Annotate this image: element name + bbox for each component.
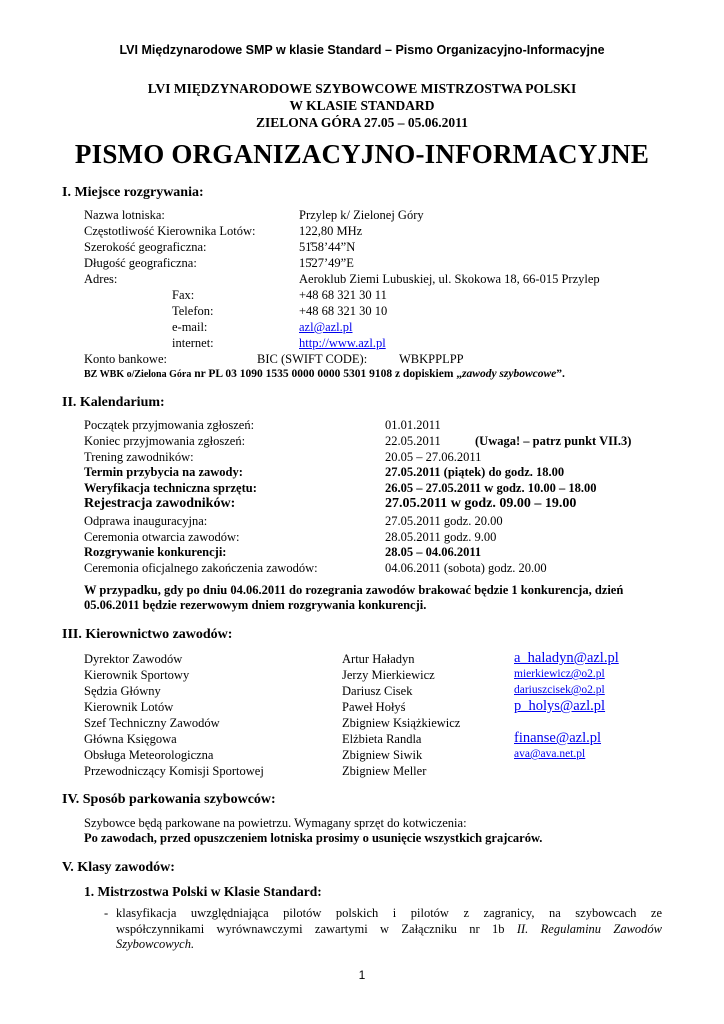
calendar-value: 26.05 – 27.05.2011 w godz. 10.00 – 18.00 <box>385 481 597 495</box>
staff-email-link[interactable]: a_haladyn@azl.pl <box>514 650 619 666</box>
staff-email-link[interactable]: ava@ava.net.pl <box>514 748 586 760</box>
bank-label: Konto bankowe: <box>84 352 167 366</box>
calendar-label: Rejestracja zawodników: <box>84 496 236 511</box>
phone-value: +48 68 321 30 10 <box>299 304 388 318</box>
calendar-value: 27.05.2011 godz. 20.00 <box>385 514 503 528</box>
main-title: PISMO ORGANIZACYJNO-INFORMACYJNE <box>74 139 650 169</box>
regulation-reference: II. Regulaminu Zawodów <box>516 922 663 936</box>
staff-name: Zbigniew Siwik <box>342 748 423 762</box>
s1-label: Szerokość geograficzna: <box>84 240 207 254</box>
calendar-value: 04.06.2011 (sobota) godz. 20.00 <box>385 561 547 575</box>
account-end: ”. <box>556 368 565 380</box>
s1-label: Nazwa lotniska: <box>84 208 165 222</box>
calendar-label: Ceremonia otwarcia zawodów: <box>84 530 240 544</box>
s1-value: 15̊27’49”E <box>299 256 354 270</box>
staff-name: Artur Haładyn <box>342 652 415 666</box>
staff-name: Paweł Hołyś <box>342 700 406 714</box>
calendar-label: Ceremonia oficjalnego zakończenia zawodów: <box>84 561 318 575</box>
parking-note: Po zawodach, przed opuszczeniem lotniska prosimy o usunięcie wszystkich grajcarów. <box>84 831 543 845</box>
calendar-value: 28.05 – 04.06.2011 <box>385 545 482 559</box>
staff-email-link[interactable]: dariuszcisek@o2.pl <box>514 684 605 696</box>
title-line-2: W KLASIE STANDARD <box>289 98 435 113</box>
class-description-line-1: klasyfikacja uwzględniająca pilotów polskich i pilotów z zagranicy, na szybowcach ze <box>116 906 662 920</box>
calendar-value: 27.05.2011 w godz. 09.00 – 19.00 <box>385 496 577 511</box>
class-subheading: 1. Mistrzostwa Polski w Klasie Standard: <box>84 884 322 899</box>
staff-role: Przewodniczący Komisji Sportowej <box>84 764 264 778</box>
class-description-line-2 <box>116 922 662 937</box>
staff-email-link[interactable]: finanse@azl.pl <box>514 730 602 746</box>
reserve-day-note-1: W przypadku, gdy po dniu 04.06.2011 do rozegrania zawodów brakować będzie 1 konkurencja, dzień <box>84 583 624 597</box>
staff-email-link[interactable]: p_holys@azl.pl <box>514 698 606 714</box>
section-3-heading: III. Kierownictwo zawodów: <box>62 627 233 642</box>
s1-value: 51̊58’44”N <box>299 240 356 254</box>
s1-label: Częstotliwość Kierownika Lotów: <box>84 224 256 238</box>
website-link[interactable]: http://www.azl.pl <box>299 336 386 350</box>
email-link[interactable]: azl@azl.pl <box>299 320 353 334</box>
title-line-1: LVI MIĘDZYNARODOWE SZYBOWCOWE MISTRZOSTWA POLSKI <box>147 81 577 96</box>
calendar-label: Weryfikacja techniczna sprzętu: <box>84 481 257 495</box>
calendar-value: 22.05.2011 <box>385 434 441 448</box>
section-4-heading: IV. Sposób parkowania szybowców: <box>62 792 276 807</box>
staff-name: Dariusz Cisek <box>342 684 413 698</box>
s1-label: Adres: <box>84 272 118 286</box>
section-5-heading: V. Klasy zawodów: <box>62 860 175 875</box>
calendar-label: Trening zawodników: <box>84 450 194 464</box>
staff-name: Zbigniew Książkiewicz <box>342 716 461 730</box>
staff-role: Kierownik Lotów <box>84 700 174 714</box>
calendar-label: Rozgrywanie konkurencji: <box>84 545 227 559</box>
bank-account-line <box>84 368 565 380</box>
staff-role: Szef Techniczny Zawodów <box>84 716 220 730</box>
parking-text: Szybowce będą parkowane na powietrzu. Wymagany sprzęt do kotwiczenia: <box>84 816 467 830</box>
staff-name: Jerzy Mierkiewicz <box>342 668 435 682</box>
bullet-dash: - <box>104 906 109 920</box>
calendar-note: (Uwaga! – patrz punkt VII.3) <box>475 434 632 448</box>
bic-label: BIC (SWIFT CODE): <box>257 352 368 366</box>
section-2-heading: II. Kalendarium: <box>62 395 165 410</box>
calendar-label: Odprawa inauguracyjna: <box>84 514 208 528</box>
s1-value: Przylep k/ Zielonej Góry <box>299 208 424 222</box>
s1-value: Aeroklub Ziemi Lubuskiej, ul. Skokowa 18, 66-015 Przylep <box>299 272 600 286</box>
staff-role: Sędzia Główny <box>84 684 161 698</box>
s1-label: Długość geograficzna: <box>84 256 197 270</box>
reserve-day-note-2: 05.06.2011 będzie rezerwowym dniem rozgrywania konkurencji. <box>84 598 427 612</box>
fax-value: +48 68 321 30 11 <box>299 288 387 302</box>
staff-role: Kierownik Sportowy <box>84 668 190 682</box>
s1-value: 122,80 MHz <box>299 224 363 238</box>
calendar-value: 01.01.2011 <box>385 418 441 432</box>
account-note: zawody szybowcowe <box>462 368 557 380</box>
contact-label: e-mail: <box>172 320 208 334</box>
account-number: nr PL 03 1090 1535 0000 0000 5301 9108 z dopiskiem „ <box>194 368 463 380</box>
page-number: 1 <box>358 968 366 982</box>
title-line-3: ZIELONA GÓRA 27.05 – 05.06.2011 <box>256 115 468 130</box>
staff-name: Zbigniew Meller <box>342 764 427 778</box>
staff-email-link[interactable]: mierkiewicz@o2.pl <box>514 668 605 680</box>
class-description-line-3 <box>116 937 194 952</box>
contact-label: Telefon: <box>172 304 214 318</box>
bic-value: WBKPPLPP <box>399 352 464 366</box>
staff-role: Główna Księgowa <box>84 732 177 746</box>
section-1-heading: I. Miejsce rozgrywania: <box>62 185 204 200</box>
calendar-label: Termin przybycia na zawody: <box>84 465 243 479</box>
staff-name: Elżbieta Randla <box>342 732 422 746</box>
calendar-value: 27.05.2011 (piątek) do godz. 18.00 <box>385 465 565 479</box>
staff-role: Obsługa Meteorologiczna <box>84 748 214 762</box>
regulation-reference-end: Szybowcowych. <box>116 937 195 951</box>
calendar-value: 28.05.2011 godz. 9.00 <box>385 530 497 544</box>
contact-label: internet: <box>172 336 214 350</box>
calendar-value: 20.05 – 27.06.2011 <box>385 450 482 464</box>
class-description-text: współczynnikami wyrównawczymi zawartymi w Załączniku nr 1b <box>116 922 517 936</box>
contact-label: Fax: <box>172 288 195 302</box>
bank-name: BZ WBK o/Zielona Góra <box>84 369 192 380</box>
running-header: LVI Międzynarodowe SMP w klasie Standard – Pismo Organizacyjno-Informacyjne <box>119 43 605 57</box>
calendar-label: Koniec przyjmowania zgłoszeń: <box>84 434 246 448</box>
staff-role: Dyrektor Zawodów <box>84 652 183 666</box>
calendar-label: Początek przyjmowania zgłoszeń: <box>84 418 255 432</box>
